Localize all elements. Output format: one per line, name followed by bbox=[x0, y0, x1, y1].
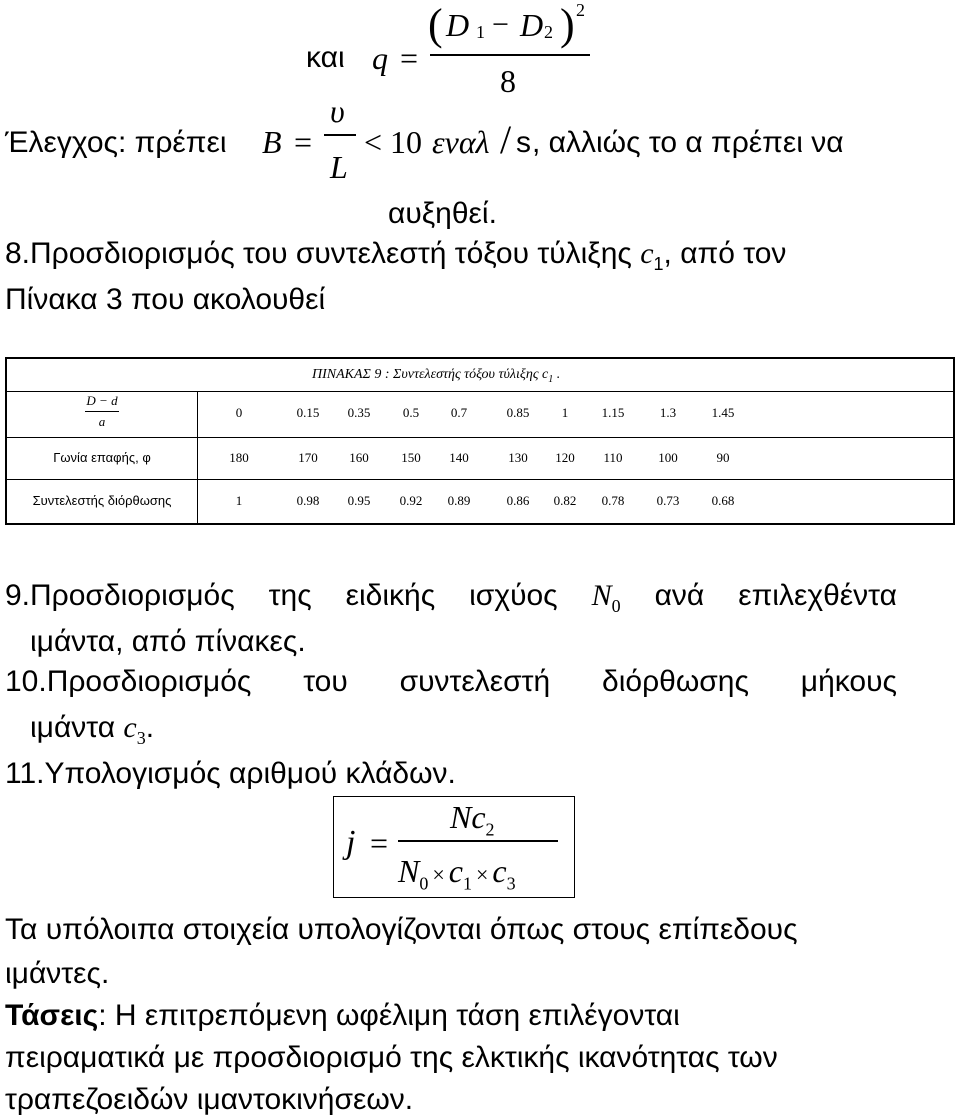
formula-q-d1: D bbox=[446, 7, 470, 43]
formula-q-exp: 2 bbox=[576, 0, 585, 20]
check-num: υ bbox=[330, 93, 345, 129]
table-cell-ratio_values-8: 1.3 bbox=[659, 405, 677, 420]
formula-j-d1: N bbox=[398, 853, 420, 889]
check-den: L bbox=[330, 149, 348, 185]
table-title-text: ΠΙΝΑΚΑΣ 9 : Συντελεστής τόξου τύλιξης c bbox=[312, 367, 549, 382]
table-title-dot: . bbox=[553, 367, 561, 382]
formula-q-lhs: q bbox=[372, 40, 388, 76]
check-suffix: , αλλιώς το α πρέπει να bbox=[532, 126, 844, 159]
table-row-coefficient bbox=[7, 479, 953, 524]
table-cell-coef_values-0: 1 bbox=[235, 493, 243, 508]
formula-q-prefix: και bbox=[306, 41, 345, 74]
formula-j-d3: c bbox=[492, 853, 507, 889]
step10-w4: διόρθωσης bbox=[602, 665, 749, 698]
formula-q-paren-left: ( bbox=[428, 0, 443, 49]
tensions-line1 bbox=[5, 998, 680, 1034]
check-line2: αυξηθεί. bbox=[388, 197, 497, 230]
step9-w6: επιλεχθέντα bbox=[738, 579, 897, 612]
step10-symbol: c bbox=[123, 711, 137, 744]
table-title bbox=[7, 359, 953, 392]
step10-w3: συντελεστή bbox=[399, 665, 551, 698]
check-unit: εναλ bbox=[432, 124, 490, 160]
header-ratio-line bbox=[85, 411, 119, 412]
formula-q-minus: − bbox=[492, 8, 509, 41]
step8-line2: Πίνακα 3 που ακολουθεί bbox=[5, 283, 326, 316]
step9-symbol-sub: 0 bbox=[611, 596, 621, 616]
table-cell-ratio_values-4: 0.7 bbox=[450, 405, 468, 420]
table-cell-coef_values-9: 0.68 bbox=[711, 493, 735, 508]
step9-w4: ισχύος bbox=[469, 579, 558, 612]
table-cell-coef_values-4: 0.89 bbox=[447, 493, 471, 508]
step9-w2: της bbox=[268, 579, 312, 612]
formula-j-d3-sub: 3 bbox=[506, 873, 516, 894]
tensions-line2: πειραματικά με προσδιορισμό της ελκτικής ικανότητας των bbox=[5, 1041, 778, 1074]
table-cell-angle_values-7: 110 bbox=[603, 450, 623, 465]
check-unit-s: s bbox=[516, 126, 531, 159]
table-cell-ratio_values-9: 1.45 bbox=[711, 405, 735, 420]
table-cell-ratio_values-1: 0.15 bbox=[296, 405, 320, 420]
formula-j-d1-sub: 0 bbox=[419, 873, 429, 894]
table-cell-angle_values-8: 100 bbox=[658, 450, 678, 465]
formula-j-eq: = bbox=[370, 825, 389, 861]
table-cell-ratio_values-3: 0.5 bbox=[402, 405, 420, 420]
table-cell-coef_values-1: 0.98 bbox=[296, 493, 320, 508]
step8-text1: 8.Προσδιορισμός του συντελεστή τόξου τύλιξης bbox=[5, 237, 641, 270]
formula-j-times2: × bbox=[475, 862, 489, 887]
table-cell-coef_values-5: 0.86 bbox=[506, 493, 530, 508]
formula-q-den: 8 bbox=[500, 63, 516, 99]
formula-q-d2-sub: 2 bbox=[544, 22, 553, 42]
check-eq: = bbox=[294, 124, 313, 160]
step10-w2: του bbox=[303, 665, 348, 698]
table-cell-ratio_values-2: 0.35 bbox=[347, 405, 371, 420]
formula-j-d2-sub: 1 bbox=[462, 873, 472, 894]
check-slash: / bbox=[500, 117, 512, 162]
table-cell-coef_values-8: 0.73 bbox=[656, 493, 680, 508]
table-cell-ratio_values-0: 0 bbox=[235, 405, 243, 420]
check-ten: 10 bbox=[390, 124, 422, 160]
formula-q-d1-sub: 1 bbox=[476, 22, 485, 42]
table-cell-coef_values-2: 0.95 bbox=[347, 493, 371, 508]
table-label-angle: Γωνία επαφής, φ bbox=[53, 450, 151, 465]
step10-symbol-sub: 3 bbox=[136, 728, 146, 748]
formula-j-d2: c bbox=[448, 853, 463, 889]
step8-symbol-sub: 1 bbox=[653, 254, 664, 274]
table-cell-angle_values-4: 140 bbox=[449, 450, 469, 465]
step8-symbol: c bbox=[640, 237, 654, 270]
table-cell-angle_values-0: 180 bbox=[229, 450, 249, 465]
formula-q-d2: D bbox=[520, 7, 544, 43]
tensions-line3: τραπεζοειδών ιμαντοκινήσεων. bbox=[5, 1083, 414, 1116]
check-lt: < bbox=[364, 124, 383, 160]
remaining-line1: Τα υπόλοιπα στοιχεία υπολογίζονται όπως στους επίπεδους bbox=[5, 913, 798, 946]
table-cell-ratio_values-7: 1.15 bbox=[601, 405, 625, 420]
table-cell-coef_values-3: 0.92 bbox=[399, 493, 423, 508]
check-prefix: Έλεγχος: πρέπει bbox=[5, 126, 227, 159]
step9-symbol: N bbox=[591, 579, 612, 612]
step10-line2b: . bbox=[145, 711, 155, 744]
remaining-line2: ιμάντες. bbox=[5, 957, 110, 990]
table-row-ratio bbox=[7, 391, 953, 437]
table-cell-coef_values-7: 0.78 bbox=[601, 493, 625, 508]
formula-j-times1: × bbox=[432, 862, 445, 887]
step8-text2: , από τον bbox=[663, 237, 787, 270]
tensions-bold: Τάσεις bbox=[5, 999, 99, 1032]
tensions-line1-text: : Η επιτρεπόμενη ωφέλιμη τάση επιλέγονται bbox=[98, 999, 680, 1032]
coefficient-table bbox=[5, 357, 955, 525]
table-cell-angle_values-6: 120 bbox=[555, 450, 575, 465]
formula-j-lhs: j bbox=[346, 824, 356, 861]
check-fraction-line bbox=[324, 134, 356, 136]
table-cell-angle_values-5: 130 bbox=[508, 450, 528, 465]
table-cell-angle_values-2: 160 bbox=[349, 450, 369, 465]
table-header-ratio bbox=[7, 393, 197, 430]
step9-w5: ανά bbox=[654, 579, 705, 612]
step-11: 11.Υπολογισμός αριθμού κλάδων. bbox=[5, 757, 456, 790]
step9-line2: ιμάντα, από πίνακες. bbox=[30, 625, 306, 658]
formula-q-eq: = bbox=[400, 40, 419, 76]
step10-w5: μήκους bbox=[800, 665, 897, 698]
formula-q-fraction-line bbox=[430, 54, 590, 56]
table-cell-ratio_values-6: 1 bbox=[561, 405, 569, 420]
header-ratio-num: D − d bbox=[86, 393, 118, 408]
table-cell-angle_values-3: 150 bbox=[401, 450, 421, 465]
step9-w3: ειδικής bbox=[345, 579, 436, 612]
formula-q-paren-right: ) bbox=[560, 0, 575, 49]
table-cell-angle_values-9: 90 bbox=[716, 450, 730, 465]
table-label-coefficient: Συντελεστής διόρθωσης bbox=[32, 493, 172, 508]
step10-line2a: ιμάντα bbox=[30, 711, 124, 744]
formula-j-num-sub: 2 bbox=[485, 819, 495, 840]
step9-w1: 9.Προσδιορισμός bbox=[5, 579, 235, 612]
step10-w1: 10.Προσδιορισμός bbox=[5, 665, 252, 698]
check-lhs: B bbox=[262, 124, 282, 160]
table-row-angle bbox=[7, 437, 953, 480]
table-cell-angle_values-1: 170 bbox=[298, 450, 318, 465]
formula-j-fraction-line bbox=[398, 840, 558, 842]
formula-j-num-text: Nc bbox=[450, 799, 486, 835]
table-cell-ratio_values-5: 0.85 bbox=[506, 405, 530, 420]
table-cell-coef_values-6: 0.82 bbox=[553, 493, 577, 508]
formula-j-den bbox=[398, 852, 516, 902]
header-ratio-den: a bbox=[98, 414, 106, 429]
table-title-sub: 1 bbox=[548, 373, 554, 385]
